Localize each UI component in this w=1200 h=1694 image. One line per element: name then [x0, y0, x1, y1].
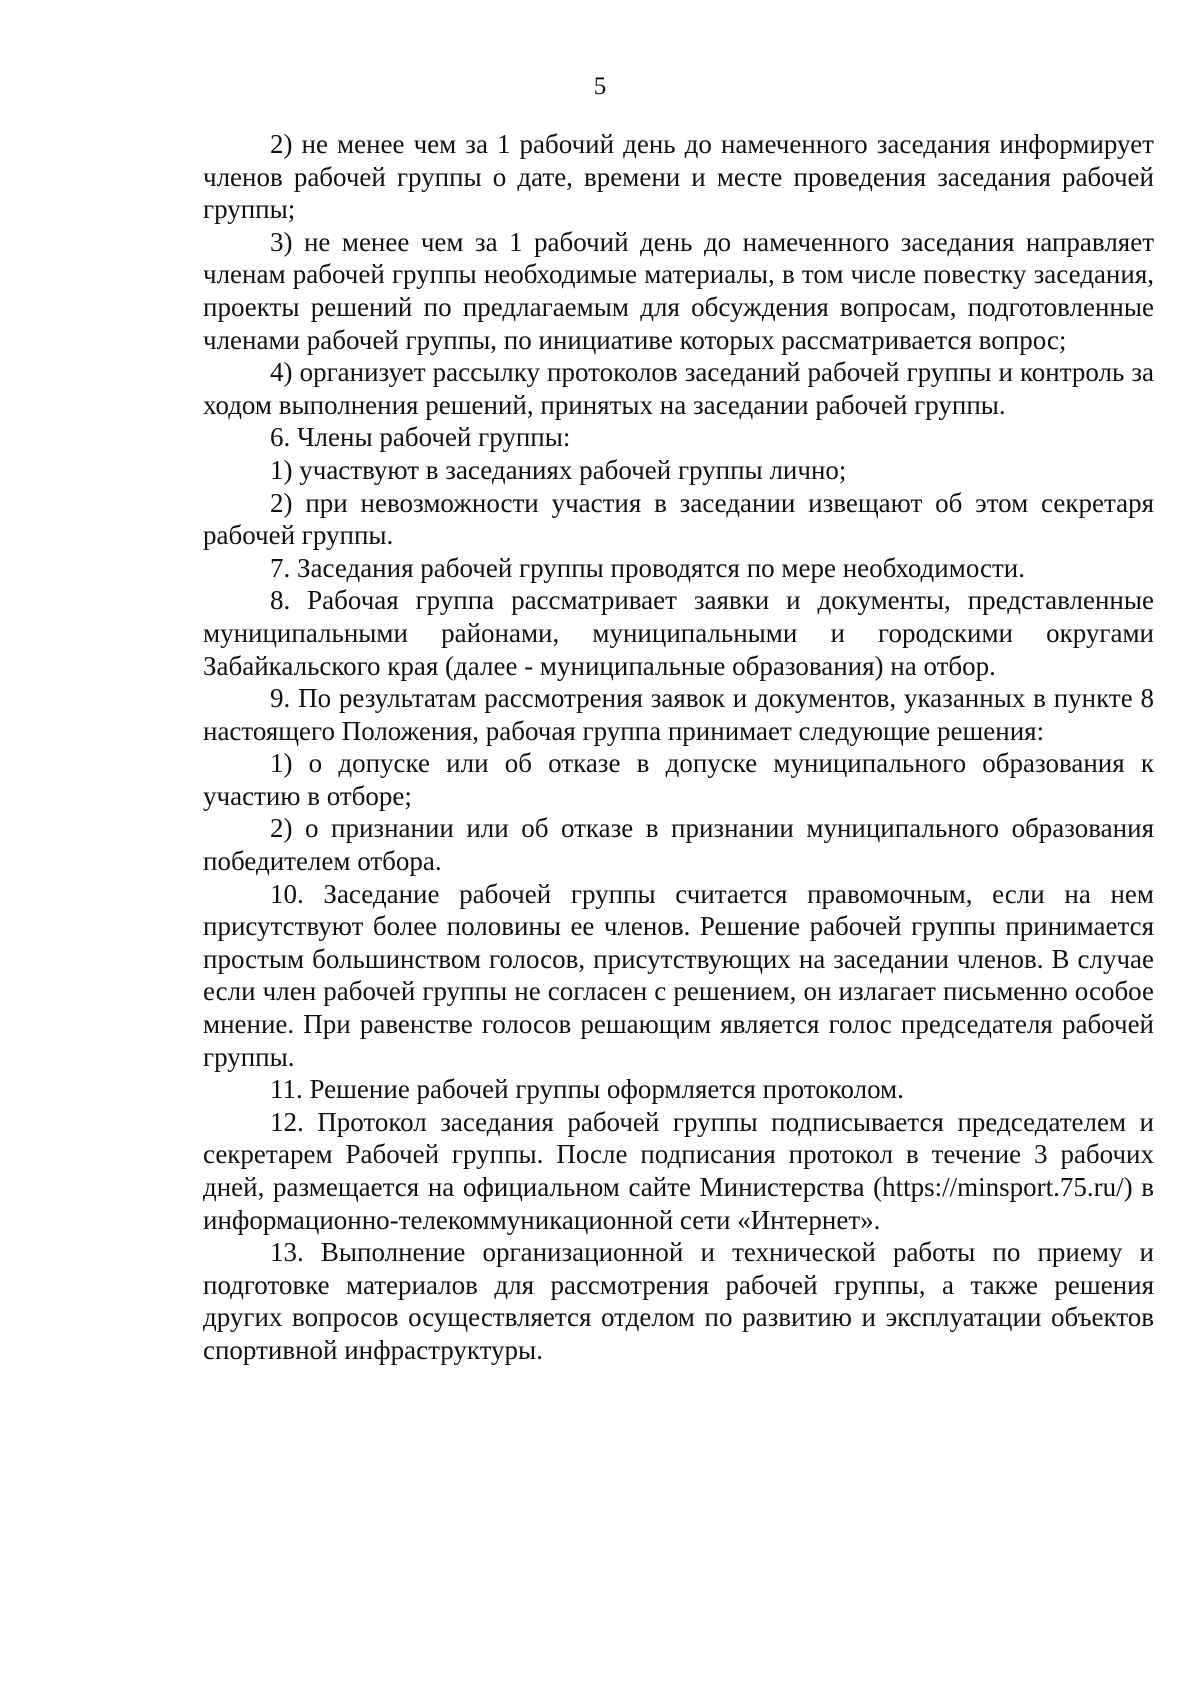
paragraph-section-7: 7. Заседания рабочей группы проводятся по мере необходимости.	[270, 552, 1025, 583]
document-body	[203, 128, 1154, 1367]
paragraph-section-9: 9. По результатам рассмотрения заявок и документов, указанных в пункте 8 настоящего Положения, рабочая группа принимает следующие решения:	[203, 683, 1154, 746]
paragraph-section-8: 8. Рабочая группа рассматривает заявки и документы, представленные муниципальными районами, муниципальными и городскими округами Забайкальского края (далее - муниципальные образования) на отбор.	[203, 585, 1154, 681]
paragraph-section-10: 10. Заседание рабочей группы считается правомочным, если на нем присутствуют более половины ее членов. Решение рабочей группы принимается простым большинством голосов, присутствующих на заседании членов. В случае если член рабочей группы не согласен с решением, он излагает письменно особое мнение. При равенстве голосов решающим является голос председателя рабочей группы.	[203, 878, 1154, 1072]
paragraph-item-3-materials: 3) не менее чем за 1 рабочий день до намеченного заседания направляет членам рабочей группы необходимые материалы, в том числе повестку заседания, проекты решений по предлагаемым для обсуждения вопросам, подготовленные членами рабочей группы, по инициативе которых рассматривается вопрос;	[203, 226, 1154, 355]
paragraph-item-4-mailing: 4) организует рассылку протоколов заседаний рабочей группы и контроль за ходом выполнения решений, принятых на заседании рабочей группы.	[203, 357, 1154, 420]
paragraph-section-6: 6. Члены рабочей группы:	[270, 422, 571, 453]
paragraph-section-13: 13. Выполнение организационной и технической работы по приему и подготовке материалов для рассмотрения рабочей группы, а также решения других вопросов осуществляется отделом по развитию и эксплуатации объектов спортивной инфраструктуры.	[203, 1237, 1154, 1365]
paragraph-section-9-item-2: 2) о признании или об отказе в признании муниципального образования победителем отбора.	[203, 813, 1154, 877]
paragraph-section-6-item-1: 1) участвуют в заседаниях рабочей группы лично;	[270, 454, 847, 485]
paragraph-item-2-notify: 2) не менее чем за 1 рабочий день до намеченного заседания информирует членов рабочей группы о дате, времени и месте проведения заседания рабочей группы;	[203, 129, 1154, 225]
page-number: 5	[593, 73, 607, 100]
paragraph-section-9-item-1: 1) о допуске или об отказе в допуске муниципального образования к участию в отборе;	[203, 748, 1154, 811]
paragraph-section-12: 12. Протокол заседания рабочей группы подписывается председателем и секретарем Рабочей группы. После подписания протокол в течение 3 рабочих дней, размещается на официальном сайте Министерства (https://minsport.75.ru/) в информационно-телекоммуникационной сети «Интернет».	[203, 1106, 1154, 1235]
paragraph-section-6-item-2: 2) при невозможности участия в заседании извещают об этом секретаря рабочей группы.	[203, 487, 1154, 551]
paragraph-section-11: 11. Решение рабочей группы оформляется протоколом.	[270, 1074, 904, 1105]
